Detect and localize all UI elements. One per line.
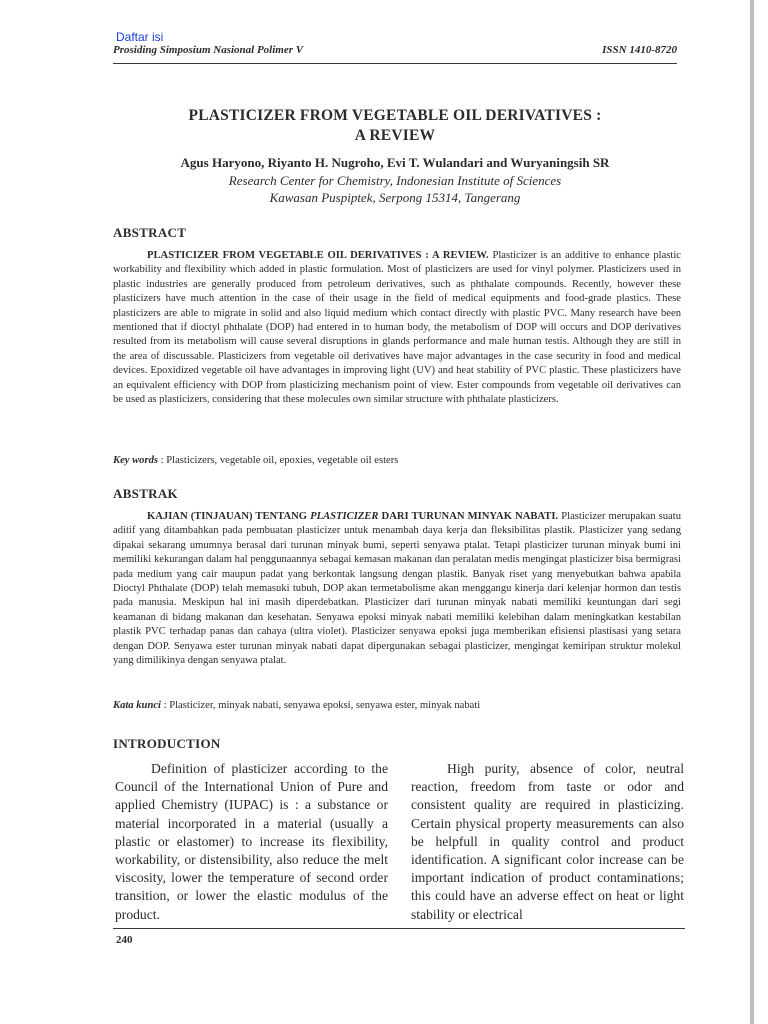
kata-kunci (113, 700, 681, 711)
footer-rule (113, 928, 685, 929)
abstrak-lead-b: PLASTICIZER (310, 511, 379, 522)
keywords-list: : Plasticizers, vegetable oil, epoxies, vegetable oil esters (158, 455, 399, 466)
affiliation-institution: Research Center for Chemistry, Indonesian Institute of Sciences (228, 173, 562, 188)
table-of-contents-link[interactable]: Daftar isi (116, 30, 164, 44)
introduction-right-column: High purity, absence of color, neutral reaction, freedom from taste or odor and consistent quality are required in plasticizing. Certain physical property measurements can also be helpfull in quality control and product identification. A significant color increase can be important indication of product contaminations; this could have an adverse effect on heat or light stability or electrical (411, 761, 684, 922)
keywords-label: Key words (113, 455, 159, 466)
paper-title-line-2: A REVIEW (354, 127, 436, 144)
issn: ISSN 1410-8720 (602, 44, 677, 56)
abstract-lead: PLASTICIZER FROM VEGETABLE OIL DERIVATIVES : A REVIEW. (147, 250, 489, 261)
paper-title-line-1: PLASTICIZER FROM VEGETABLE OIL DERIVATIVES : (188, 107, 602, 124)
abstract-text: Plasticizer is an additive to enhance plastic workability and flexibility which added in plastic formulation. Most of plasticizers are used for vinyl polymer. Plasticizers used in plastic industries are generally produced from petroleum derivatives, such as phthalate compounds. Recently, however these plasticizers have much attention in the case of their usage in the field of medical equipments and food-grade plastics. These plasticizers are able to migrate in solid and also liquid medium which contact directly with plastic PVC. Many research have been mentioned that if dioctyl phthalate (DOP) had entered in to human body, the metabolism of DOP will occurs and DOP derivatives resulted from its metabolism will cause several disruptions in glands performance and male human testis. Although they are still in the area of discussable. Plasticizers from vegetable oil derivatives have major advantages in the case security in food and medical devices. Epoxidized vegetable oil have advantages in improving light (UV) and heat stability of PVC plastic. These plasticizers have an equivalent efficiency with DOP from plasticizing mechanism point of view. Ester compounds from vegetable oil derivatives can be used as plasticizers, considering that these molecules own similar structure with phthalate plasticizers. (113, 250, 681, 406)
introduction-heading: INTRODUCTION (113, 736, 221, 751)
kata-kunci-list: : Plasticizer, minyak nabati, senyawa epoksi, senyawa ester, minyak nabati (160, 700, 481, 711)
page-number: 240 (116, 934, 133, 946)
abstrak-text: Plasticizer merupakan suatu aditif yang ditambahkan pada pembuatan plasticizer untuk menambah daya kerja dan fleksibilitas plastik. Plasticizer yang sedang dipakai sekarang umumnya berasal dari turunan minyak bumi, seperti senyawa ptalat. Tetapi plasticizer turunan minyak bumi ini memiliki kekurangan dalam hal penggunaannya sebagai kemasan makanan dan peralatan medis mengingat plasticizer bisa bermigrasi pada medium yang cair maupun padat yang berkontak langsung dengan plastik. Banyak riset yang menyebutkan bahwa apabila Dioctyl Phthalate (DOP) telah memasuki tubuh, DOP akan termetabolisme akan menggangu kinerja dari kelenjar hormon dan testis pada manusia. Meskipun hal ini masih diperdebatkan. Plasticizer dari turunan minyak nabati memiliki keuntungan dari segi keamanan di bidang makanan dan kesehatan. Senyawa epoksi minyak nabati memiliki kelebihan dalam meningkatkan kestabilan plastik PVC terhadap panas dan cahaya (ultra violet). Plasticizer senyawa epoksi juga memberikan efisiensi plastisasi yang setara dengan DOP. Senyawa ester turunan minyak nabati dapat dipergunakan sebagai plasticizer, mengingat kemiripan struktur molekul yang dimilikinya dengan senyawa ptalat. (113, 511, 681, 667)
running-head (113, 44, 677, 64)
proceedings-title: Prosiding Simposium Nasional Polimer V (113, 44, 304, 56)
abstract-heading: ABSTRACT (113, 225, 187, 240)
authors: Agus Haryono, Riyanto H. Nugroho, Evi T. Wulandari and Wuryaningsih SR (180, 155, 610, 170)
abstrak-body (113, 510, 681, 668)
scan-margin (754, 0, 768, 1024)
abstract-body (113, 249, 681, 407)
affiliation-address: Kawasan Puspiptek, Serpong 15314, Tangerang (269, 190, 521, 205)
abstrak-lead-c: DARI TURUNAN MINYAK NABATI. (378, 511, 559, 522)
abstrak-heading: ABSTRAK (113, 486, 178, 501)
abstrak-lead-a: KAJIAN (TINJAUAN) TENTANG (147, 511, 311, 522)
keywords (113, 455, 681, 466)
paper-title (113, 106, 677, 146)
introduction-left-column: Definition of plasticizer according to the Council of the International Union of Pure and applied Chemistry (IUPAC) is : a substance or material incorporated in a material (usually a plastic or elastomer) to increase its flexibility, workability, or distensibility, also reduce the melt viscosity, lower the temperature of second order transition, or lower the elastic modulus of the product. (115, 761, 388, 922)
kata-kunci-label: Kata kunci (113, 700, 161, 711)
